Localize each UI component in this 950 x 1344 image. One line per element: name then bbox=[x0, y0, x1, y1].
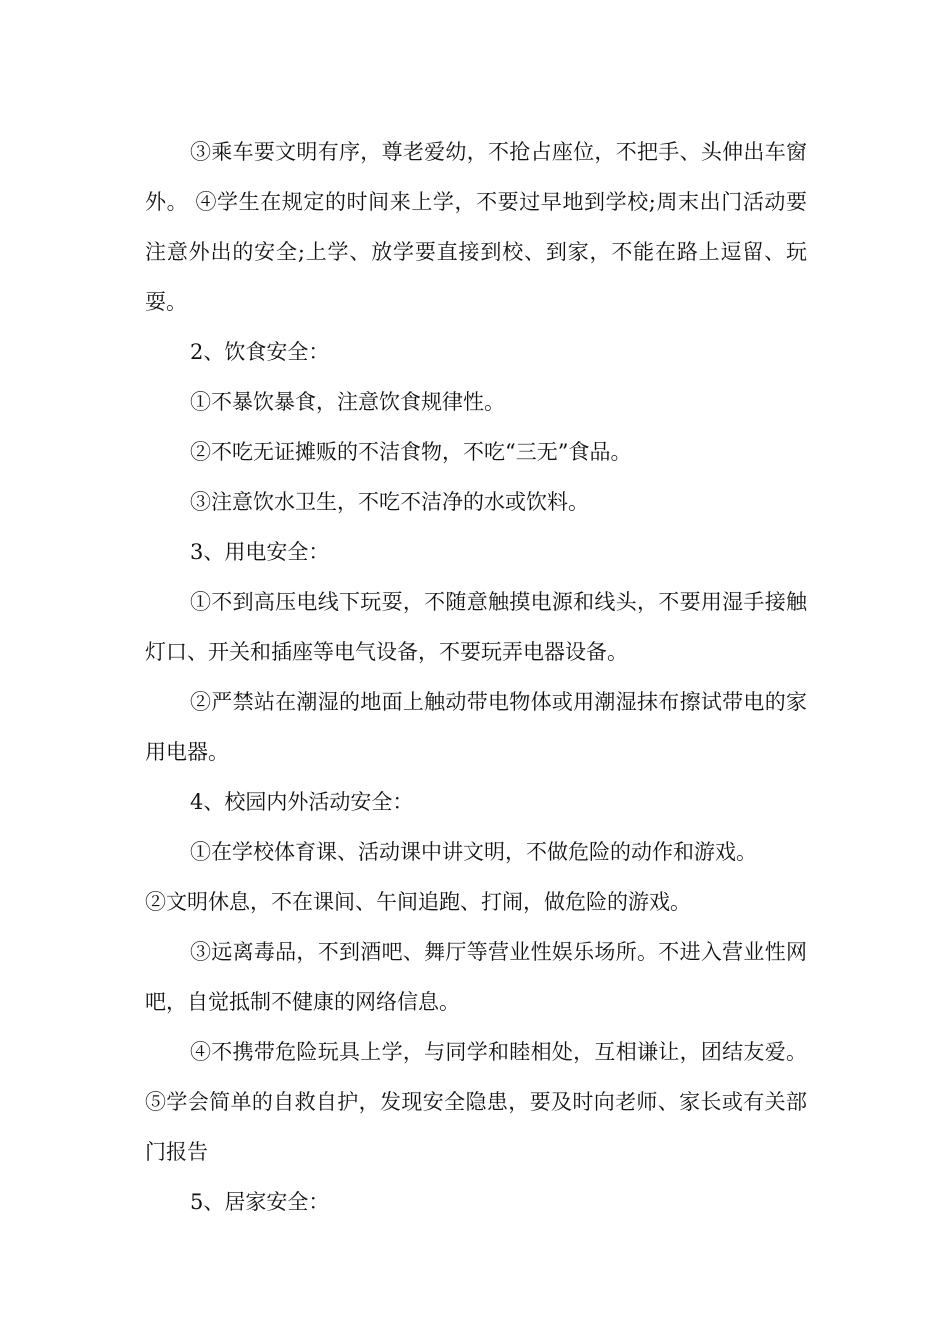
paragraph-campus-1: ①在学校体育课、活动课中讲文明，不做危险的动作和游戏。 bbox=[190, 840, 757, 864]
paragraph-food-1: ①不暴饮暴食，注意饮食规律性。 bbox=[190, 390, 505, 414]
paragraph-campus-2: ②文明休息，不在课间、午间追跑、打闹，做危险的游戏。 bbox=[145, 890, 691, 914]
paragraph-food-2: ②不吃无证摊贩的不洁食物，不吃“三无”食品。 bbox=[190, 440, 632, 464]
heading-food-safety: 2、饮食安全： bbox=[190, 340, 330, 364]
paragraph-electric-1: ①不到高压电线下玩耍，不随意触摸电源和线头，不要用湿手接触灯口、开关和插座等电气设备，不要玩弄电器设备。 bbox=[145, 590, 807, 664]
paragraph-bus-safety: ③乘车要文明有序，尊老爱幼，不抢占座位，不把手、头伸出车窗外。 ④学生在规定的时间来上学，不要过早地到学校;周末出门活动要注意外出的安全;上学、放学要直接到校、到家，不能在路上逗留、玩耍。 bbox=[145, 140, 807, 314]
document-body bbox=[145, 127, 807, 1227]
paragraph-campus-3: ③远离毒品，不到酒吧、舞厅等营业性娱乐场所。不进入营业性网吧，自觉抵制不健康的网络信息。 bbox=[145, 940, 807, 1014]
paragraph-campus-4: ④不携带危险玩具上学，与同学和睦相处，互相谦让，团结友爱。 ⑤学会简单的自救自护，发现安全隐患，要及时向老师、家长或有关部门报告 bbox=[145, 1040, 807, 1164]
heading-electric-safety: 3、用电安全： bbox=[190, 540, 330, 564]
heading-home-safety: 5、居家安全： bbox=[190, 1190, 330, 1214]
paragraph-food-3: ③注意饮水卫生，不吃不洁净的水或饮料。 bbox=[190, 490, 589, 514]
paragraph-electric-2: ②严禁站在潮湿的地面上触动带电物体或用潮湿抹布擦试带电的家用电器。 bbox=[145, 690, 807, 764]
heading-campus-safety: 4、校园内外活动安全： bbox=[190, 790, 414, 814]
